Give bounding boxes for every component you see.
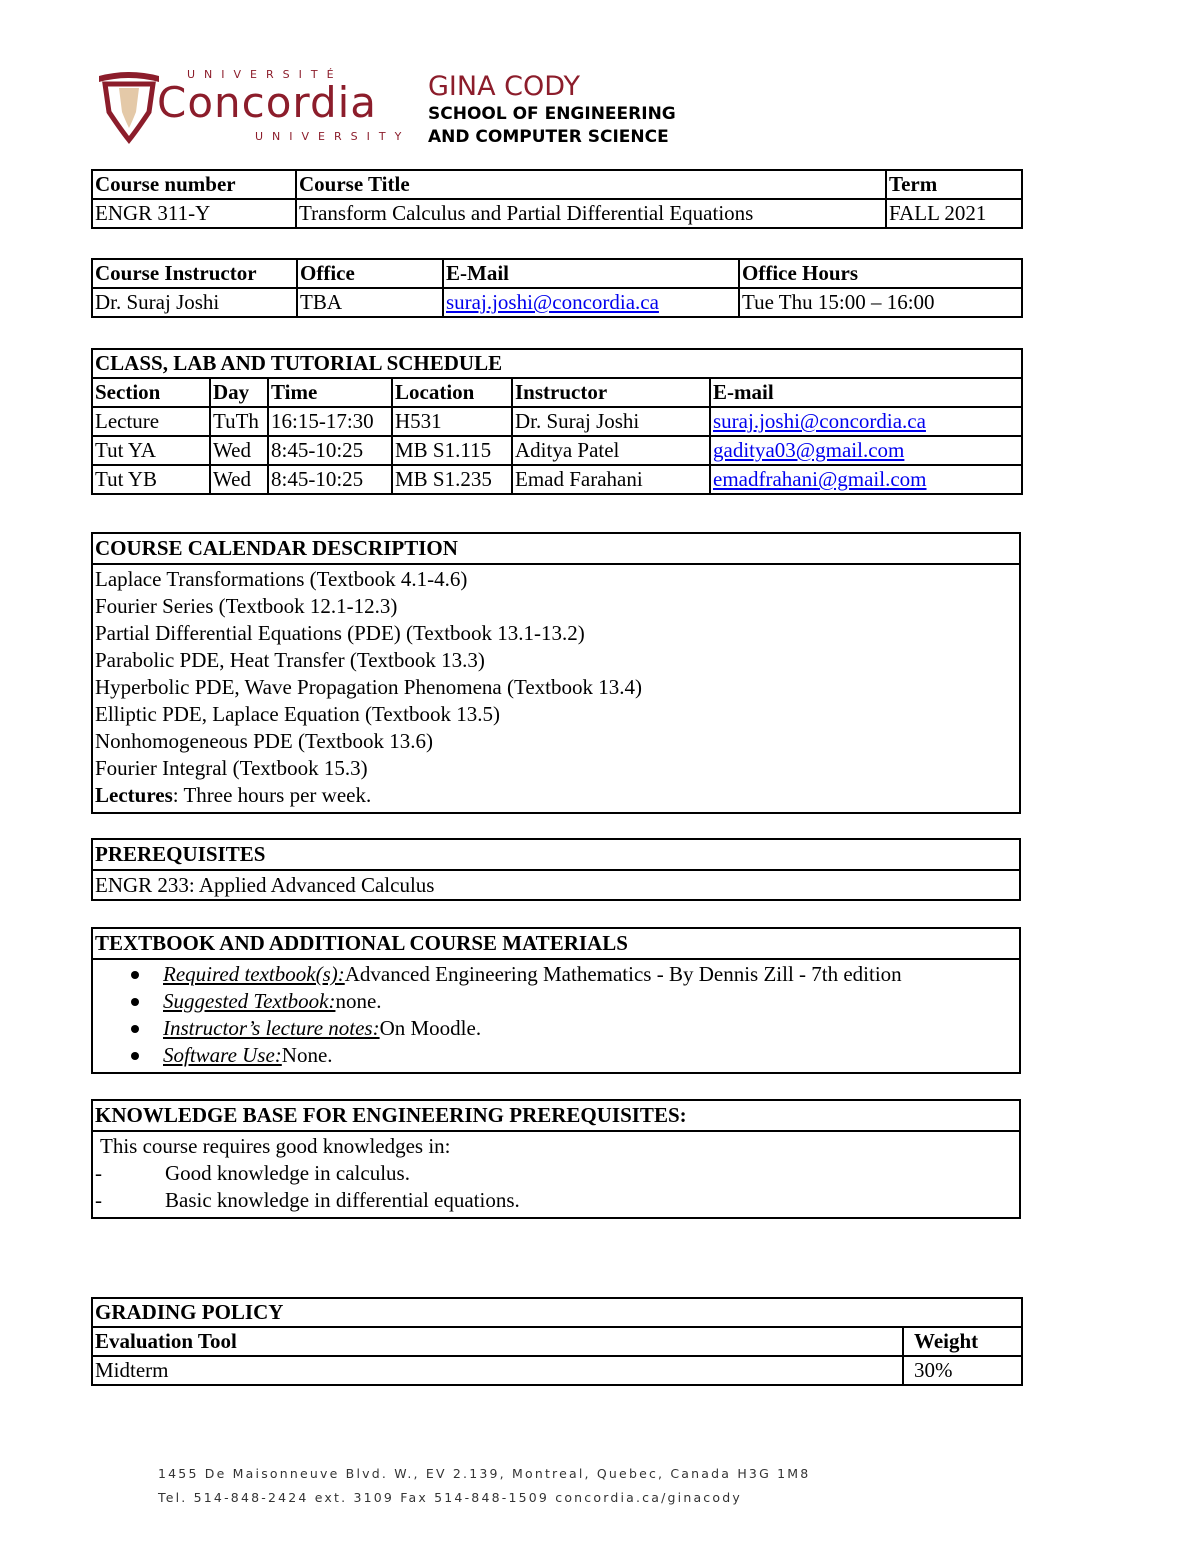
school-logo [428,72,676,148]
section-cell: Lecture [92,407,210,436]
list-item [93,988,1019,1015]
prereq-title: PREREQUISITES [93,840,1019,871]
calendar-line: Partial Differential Equations (PDE) (Textbook 13.1-13.2) [95,621,585,645]
material-label: Required textbook(s): [163,962,345,986]
calendar-title: COURSE CALENDAR DESCRIPTION [93,534,1019,565]
list-item [95,1160,1019,1187]
instructor-col-header: Instructor [512,378,710,407]
email-link[interactable]: gaditya03@gmail.com [713,438,905,462]
section-cell: Tut YB [92,465,210,494]
instructor-cell: Dr. Suraj Joshi [512,407,710,436]
list-item [93,1015,1019,1042]
weight-cell: 30% [903,1356,1022,1385]
prereq-section [91,838,1021,901]
calendar-section [91,532,1021,814]
time-cell: 8:45-10:25 [268,465,392,494]
textbook-section [91,927,1021,1074]
course-title-header: Course Title [296,170,886,199]
material-text: Advanced Engineering Mathematics - By Dennis Zill - 7th edition [344,962,902,986]
footer-address: 1455 De Maisonneuve Blvd. W., EV 2.139, Montreal, Quebec, Canada H3G 1M8 [158,1466,811,1481]
dash-marker: - [95,1188,102,1212]
lectures-label: Lectures [95,783,173,807]
table-row [92,407,1022,436]
instructor-cell: Emad Farahani [512,465,710,494]
course-term: FALL 2021 [886,199,1022,228]
office-hours-header: Office Hours [739,259,1022,288]
bullet-icon [131,1052,139,1060]
knowledge-section [91,1099,1021,1219]
univ-name: Concordia [157,78,378,127]
course-number: ENGR 311-Y [92,199,296,228]
location-cell: MB S1.115 [392,436,512,465]
term-header: Term [886,170,1022,199]
calendar-line: Fourier Integral (Textbook 15.3) [95,756,368,780]
list-item [95,1187,1019,1214]
knowledge-title: KNOWLEDGE BASE FOR ENGINEERING PREREQUISITES: [93,1101,1019,1132]
office-header: Office [297,259,443,288]
calendar-line: Elliptic PDE, Laplace Equation (Textbook 13.5) [95,702,501,726]
evaluation-tool-header: Evaluation Tool [92,1327,903,1356]
email-link[interactable]: suraj.joshi@concordia.ca [713,409,926,433]
schedule-title: CLASS, LAB AND TUTORIAL SCHEDULE [92,349,1022,378]
section-cell: Tut YA [92,436,210,465]
email-header: E-Mail [443,259,739,288]
univ-en-label: UNIVERSITY [255,130,411,143]
material-label: Suggested Textbook: [163,989,336,1013]
grading-table [91,1297,1023,1386]
instructor-header: Course Instructor [92,259,297,288]
schedule-table [91,348,1023,495]
time-cell: 16:15-17:30 [268,407,392,436]
time-header: Time [268,378,392,407]
table-row [92,1356,1022,1385]
concordia-logo [97,68,411,146]
table-row [92,465,1022,494]
calendar-line: Parabolic PDE, Heat Transfer (Textbook 13.3) [95,648,485,672]
bullet-icon [131,998,139,1006]
section-header: Section [92,378,210,407]
day-header: Day [210,378,268,407]
knowledge-item: Good knowledge in calculus. [165,1161,410,1185]
concordia-shield-icon [97,68,161,144]
dash-marker: - [95,1161,102,1185]
day-cell: TuTh [210,407,268,436]
calendar-line: Fourier Series (Textbook 12.1-12.3) [95,594,398,618]
instructor-office: TBA [297,288,443,317]
instructor-name: Dr. Suraj Joshi [92,288,297,317]
instructor-email-link[interactable]: suraj.joshi@concordia.ca [446,290,659,314]
table-row [92,436,1022,465]
univ-fr-label: UNIVERSITÉ [187,68,343,81]
email-col-header: E-mail [710,378,1022,407]
list-item [93,1042,1019,1069]
instructor-cell: Aditya Patel [512,436,710,465]
footer-contact: Tel. 514-848-2424 ext. 3109 Fax 514-848-1509 concordia.ca/ginacody [158,1490,742,1505]
course-table [91,169,1023,229]
instructor-table [91,258,1023,318]
weight-header: Weight [903,1327,1022,1356]
material-text: None. [281,1043,333,1067]
calendar-line: Hyperbolic PDE, Wave Propagation Phenomena (Textbook 13.4) [95,675,643,699]
school-line1: SCHOOL OF ENGINEERING [428,104,676,124]
material-text: none. [335,989,382,1013]
school-line2: AND COMPUTER SCIENCE [428,127,669,147]
evaluation-tool-cell: Midterm [92,1356,903,1385]
location-cell: H531 [392,407,512,436]
material-label: Software Use: [163,1043,282,1067]
location-header: Location [392,378,512,407]
location-cell: MB S1.235 [392,465,512,494]
prereq-text: ENGR 233: Applied Advanced Calculus [95,873,435,897]
email-link[interactable]: emadfrahani@gmail.com [713,467,927,491]
knowledge-item: Basic knowledge in differential equations. [165,1188,520,1212]
course-number-header: Course number [92,170,296,199]
calendar-line: Laplace Transformations (Textbook 4.1-4.6) [95,567,468,591]
day-cell: Wed [210,465,268,494]
material-label: Instructor’s lecture notes: [163,1016,380,1040]
textbook-title: TEXTBOOK AND ADDITIONAL COURSE MATERIALS [93,929,1019,960]
list-item [93,961,1019,988]
material-text: On Moodle. [379,1016,482,1040]
lectures-text: : Three hours per week. [172,783,372,807]
time-cell: 8:45-10:25 [268,436,392,465]
day-cell: Wed [210,436,268,465]
grading-title: GRADING POLICY [92,1298,1022,1327]
lectures-line [95,782,1019,809]
bullet-icon [131,971,139,979]
calendar-line: Nonhomogeneous PDE (Textbook 13.6) [95,729,433,753]
knowledge-intro: This course requires good knowledges in: [100,1134,451,1158]
school-name: GINA CODY [428,71,581,102]
office-hours: Tue Thu 15:00 – 16:00 [739,288,1022,317]
bullet-icon [131,1025,139,1033]
course-title: Transform Calculus and Partial Differential Equations [296,199,886,228]
